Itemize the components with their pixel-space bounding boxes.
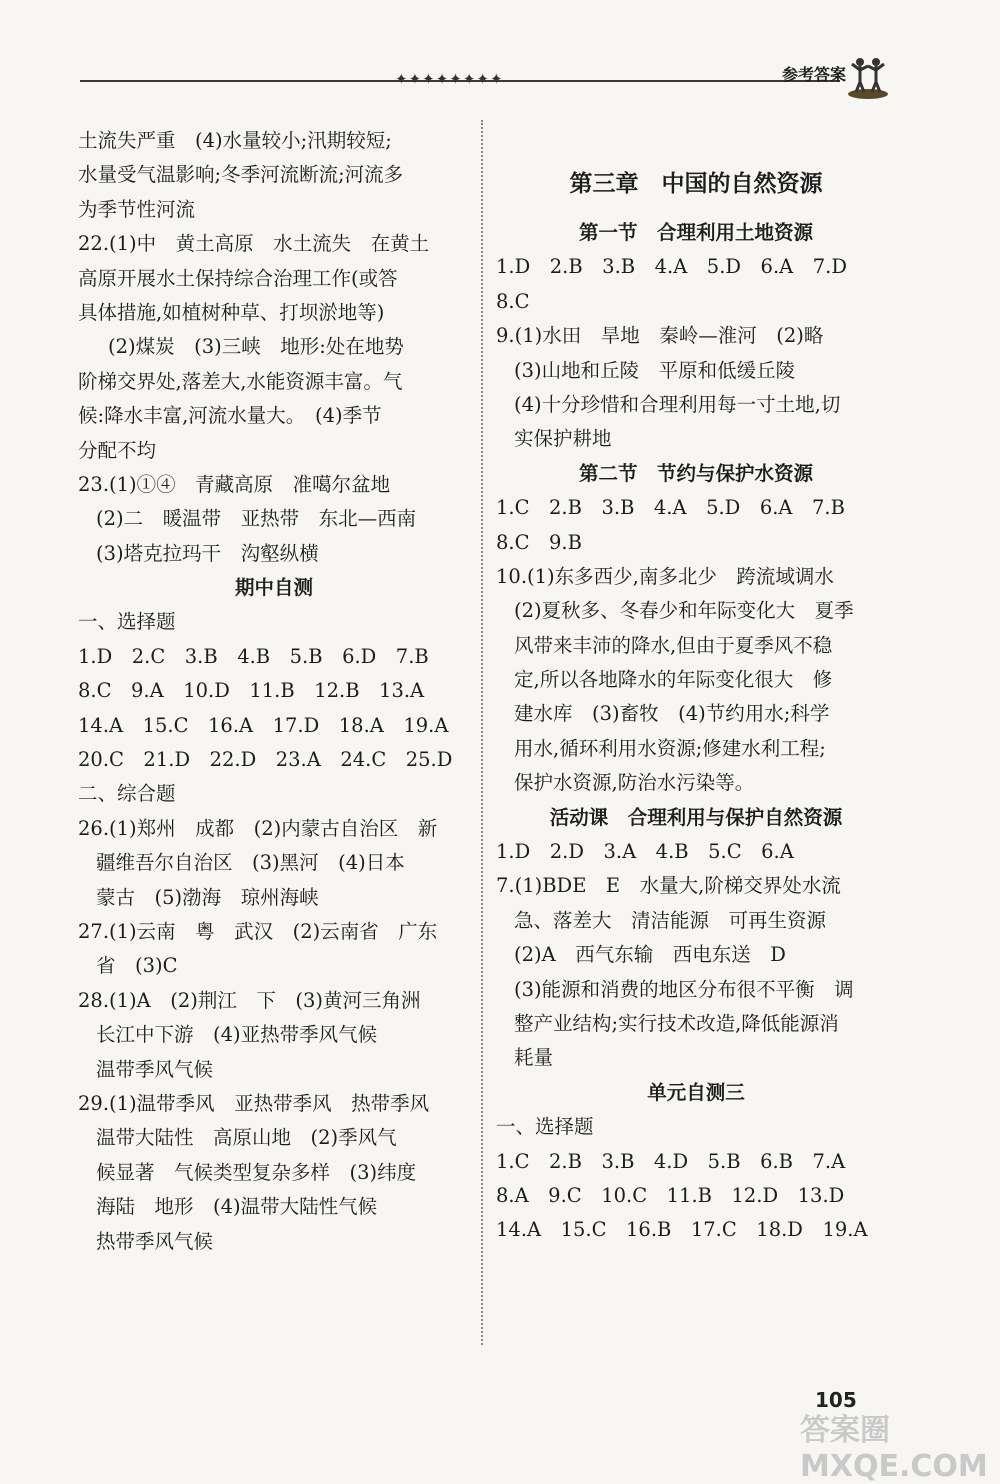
page-number: 105 (815, 1388, 857, 1412)
answer-line: 候显著 气候类型复杂多样 (3)纬度 (96, 1160, 417, 1184)
answer-line: 土流失严重 (4)水量较小;汛期较短; (78, 129, 392, 152)
answer-line: 为季节性河流 (78, 197, 196, 221)
answer-line: 分配不均 (78, 438, 157, 462)
answer-line: 疆维吾尔自治区 (3)黑河 (4)日本 (96, 851, 405, 875)
answer-line: 20.C 21.D 22.D 23.A 24.C 25.D (78, 748, 453, 772)
section-title: 期中自测 (234, 576, 313, 600)
answer-line: 海陆 地形 (4)温带大陆性气候 (96, 1195, 378, 1219)
answer-line: 水量受气温影响;冬季河流断流;河流多 (78, 163, 404, 187)
column-divider (481, 120, 483, 1345)
answer-line: 26.(1)郑州 成都 (2)内蒙古自治区 新 (78, 816, 438, 840)
answer-line: 热带季风气候 (96, 1229, 214, 1253)
answer-line: 1.D 2.D 3.A 4.B 5.C 6.A (496, 840, 794, 864)
answer-line: 28.(1)A (2)荆江 下 (3)黄河三角洲 (78, 988, 421, 1012)
answer-line: 蒙古 (5)渤海 琼州海峡 (96, 885, 319, 909)
answer-line: 定,所以各地降水的年际变化很大 修 (514, 668, 833, 692)
subsection-label: 二、综合题 (78, 782, 176, 806)
right-column (496, 124, 896, 1248)
answer-line: (3)能源和消费的地区分布很不平衡 调 (514, 977, 854, 1001)
answer-line: 长江中下游 (4)亚热带季风气候 (96, 1023, 378, 1047)
answer-line: 风带来丰沛的降水,但由于夏季风不稳 (514, 633, 833, 657)
answer-line: 具体措施,如植树种草、打坝淤地等) (78, 300, 385, 324)
header-ornament: ✦✦✦✦✦✦✦✦ (395, 70, 504, 88)
answer-line: (2)A 西气东输 西电东送 D (514, 943, 786, 967)
left-column (78, 124, 470, 1259)
section-title: 第二节 节约与保护水资源 (578, 461, 813, 485)
answer-line: 8.C (496, 289, 530, 313)
section-title: 活动课 合理利用与保护自然资源 (549, 805, 843, 829)
answer-line: 10.(1)东多西少,南多北少 跨流域调水 (496, 564, 834, 588)
answer-line: 高原开展水土保持综合治理工作(或答 (78, 266, 398, 290)
answer-line: 用水,循环利用水资源;修建水利工程; (514, 736, 826, 760)
answer-line: (2)煤炭 (3)三峡 地形:处在地势 (108, 335, 404, 359)
answer-line: 14.A 15.C 16.A 17.D 18.A 19.A (78, 713, 449, 737)
answer-line: 8.C 9.A 10.D 11.B 12.B 13.A (78, 679, 425, 703)
section-title: 单元自测三 (647, 1080, 745, 1104)
answer-line: 7.(1)BDE E 水量大,阶梯交界处水流 (496, 874, 841, 898)
answer-line: 9.(1)水田 旱地 秦岭—淮河 (2)略 (496, 324, 824, 348)
answer-line: 8.C 9.B (496, 530, 582, 554)
header-logo-icon (844, 52, 892, 100)
answer-line: 温带大陆性 高原山地 (2)季风气 (96, 1126, 397, 1150)
answer-line: 整产业结构;实行技术改造,降低能源消 (514, 1011, 839, 1035)
answer-line: 候:降水丰富,河流水量大。 (4)季节 (78, 404, 382, 428)
answer-line: 温带季风气候 (96, 1057, 214, 1081)
answer-line: 1.D 2.B 3.B 4.A 5.D 6.A 7.D (496, 255, 847, 279)
answer-line: 1.D 2.C 3.B 4.B 5.B 6.D 7.B (78, 644, 429, 668)
answer-line: 29.(1)温带季风 亚热带季风 热带季风 (78, 1091, 430, 1115)
answer-line: (2)夏秋多、冬春少和年际变化大 夏季 (514, 599, 854, 623)
subsection-label: 一、选择题 (78, 610, 176, 634)
answer-line: (3)山地和丘陵 平原和低缓丘陵 (514, 358, 796, 382)
answer-line: 耗量 (514, 1046, 554, 1070)
answer-line: (4)十分珍惜和合理利用每一寸土地,切 (514, 392, 841, 416)
answer-line: 1.C 2.B 3.B 4.A 5.D 6.A 7.B (496, 496, 845, 520)
answer-line: 27.(1)云南 粤 武汉 (2)云南省 广东 (78, 919, 438, 943)
answer-line: 14.A 15.C 16.B 17.C 18.D 19.A (496, 1218, 868, 1242)
answer-line: 8.A 9.C 10.C 11.B 12.D 13.D (496, 1183, 845, 1207)
answer-line: 22.(1)中 黄土高原 水土流失 在黄土 (78, 232, 430, 256)
subsection-label: 一、选择题 (496, 1115, 594, 1139)
answer-line: 省 (3)C (96, 954, 178, 978)
answer-line: 急、落差大 清洁能源 可再生资源 (514, 908, 827, 932)
answer-line: 23.(1)①④ 青藏高原 准噶尔盆地 (78, 472, 391, 496)
answer-line: 建水库 (3)畜牧 (4)节约用水;科学 (514, 702, 830, 726)
answer-line: 保护水资源,防治水污染等。 (514, 771, 755, 795)
section-title: 第一节 合理利用土地资源 (578, 221, 813, 244)
chapter-title: 第三章 中国的自然资源 (569, 171, 823, 197)
answer-line: 1.C 2.B 3.B 4.D 5.B 6.B 7.A (496, 1149, 846, 1173)
answer-line: (3)塔克拉玛干 沟壑纵横 (96, 541, 319, 565)
watermark: 答案圈 MXQE.COM (800, 1413, 988, 1484)
answer-line: 实保护耕地 (514, 427, 612, 451)
answer-line: (2)二 暖温带 亚热带 东北—西南 (96, 507, 417, 531)
answer-line: 阶梯交界处,落差大,水能资源丰富。气 (78, 369, 403, 393)
header-label: 参考答案 (782, 65, 847, 84)
